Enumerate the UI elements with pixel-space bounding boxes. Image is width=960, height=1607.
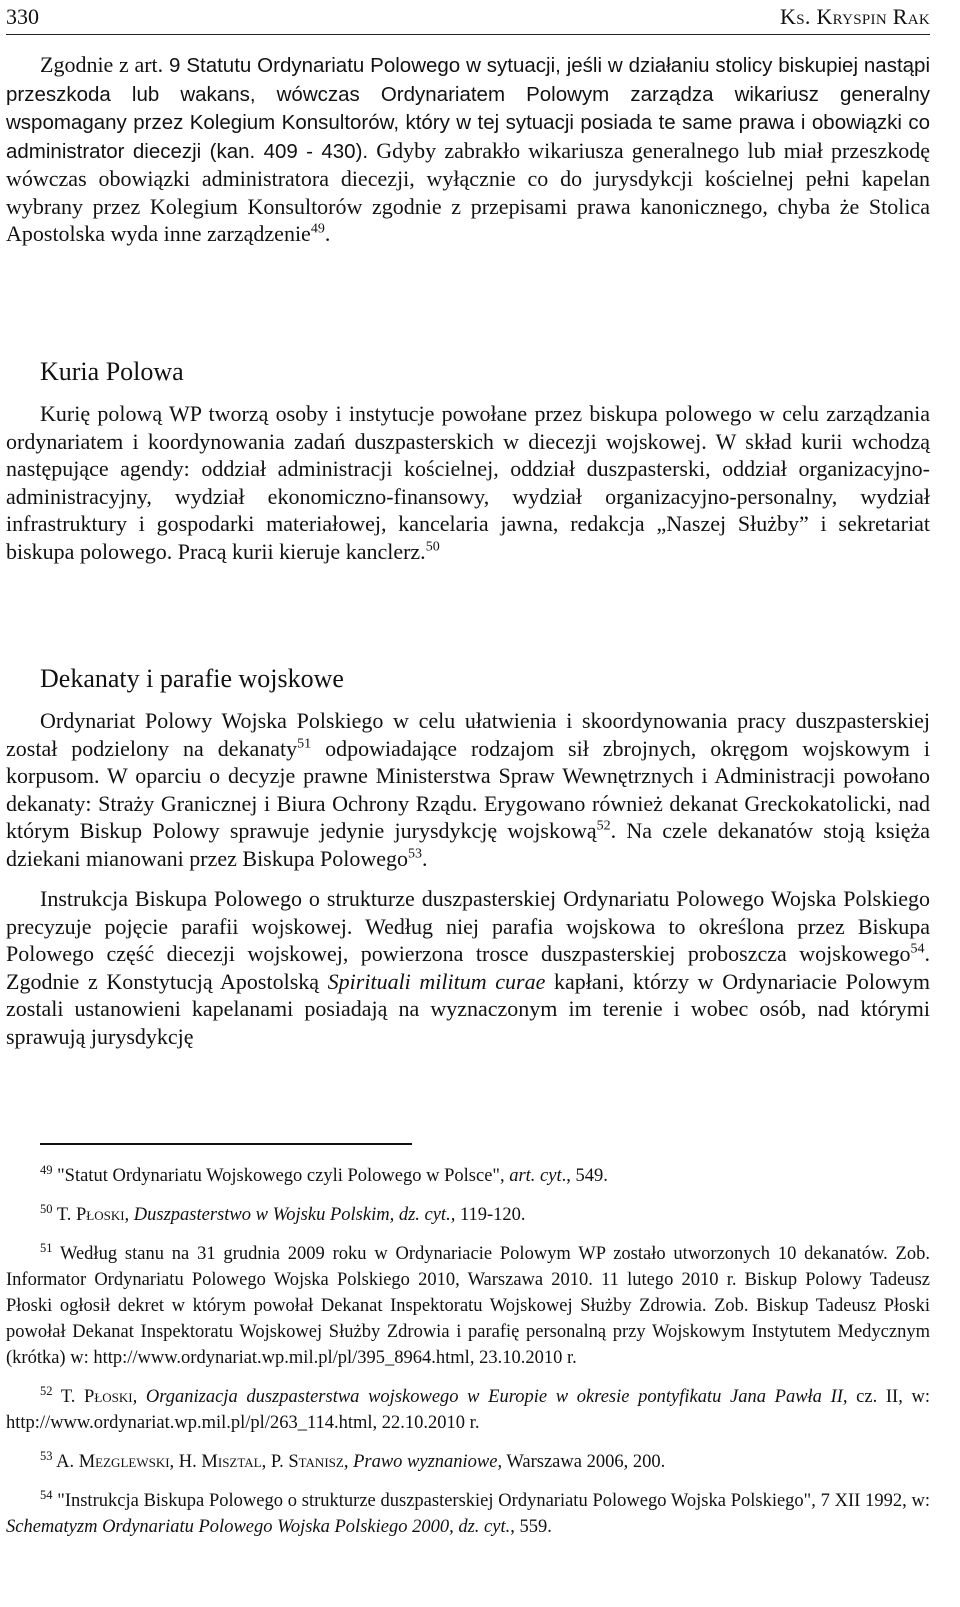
- page-number: 330: [6, 4, 39, 29]
- footnote-ref-53: 53: [408, 846, 423, 862]
- footnote-number: 50: [40, 1201, 53, 1216]
- text-run: ., 549.: [561, 1166, 608, 1186]
- text-run: T.: [52, 1387, 85, 1407]
- paragraph-ordinariate-vacancy: [6, 51, 930, 248]
- footnote-number: 52: [40, 1383, 53, 1398]
- paragraph-lead: Zgodnie z art.: [40, 52, 164, 77]
- author-name: Stanisz: [288, 1452, 344, 1472]
- paragraph-dekanaty: [6, 707, 930, 872]
- text-run: , Warszawa 2006, 200.: [497, 1452, 666, 1472]
- paragraph-tail: Gdyby zabrakło wikariusza generalnego lub miał przeszkodę wówczas obowiązki administratora diecezji, wyłącznie co do jurysdykcji kościelnej pełni kapelan wybrany przez Kolegium Konsultorów zgodnie z przepisami prawa kanonicznego, chyba że Stolica Apostolska wyda inne zarządzenie: [6, 137, 930, 246]
- text-run: A.: [52, 1452, 79, 1472]
- footnote-separator: [40, 1143, 412, 1145]
- footnote-number: 54: [40, 1487, 53, 1502]
- text-run: kapłani, którzy w Ordynariacie Polowym zostali ustanowieni kapelanami posiadają na wyznaczonym im terenie i wobec osób, nad którymi sprawują jurysdykcję: [6, 968, 930, 1049]
- text-run: , 559.: [510, 1517, 552, 1537]
- italic-run: art. cyt: [509, 1166, 562, 1186]
- paragraph-sans-run: 9 Statutu Ordynariatu Polowego w sytuacji, jeśli w działaniu stolicy biskupiej nastąpi przeszkoda lub wakans, wówczas Ordynariatem Polowym zarządza wikariusz generalny wspomagany przez Kolegium Konsultorów, który w tej sytuacji posiada te same prawa i obowiązki co administrator diecezji (kan. 409 - 430).: [6, 54, 930, 163]
- body-section-kuria: [6, 400, 930, 565]
- text-run: , H.: [169, 1452, 202, 1472]
- page-header: [6, 0, 930, 35]
- running-head: Ks. Kryspin Rak: [780, 4, 930, 29]
- author-name: Mezglewski: [78, 1452, 170, 1472]
- footnote-54: [6, 1488, 930, 1540]
- paragraph-parafie: [6, 885, 930, 1050]
- footnote-number: 49: [40, 1162, 53, 1177]
- footnote-51: [6, 1241, 930, 1371]
- text-run: ,: [343, 1452, 354, 1472]
- text-run: . Na czele dekanatów stoją księża dziekani mianowani przez Biskupa Polowego: [6, 818, 930, 871]
- text-run: , P.: [261, 1452, 289, 1472]
- footnotes: [6, 1163, 930, 1540]
- author-name: Płoski: [75, 1205, 125, 1225]
- body-section-intro: [6, 51, 930, 248]
- paragraph-kuria: [6, 400, 930, 565]
- section-heading-kuria: Kuria Polowa: [40, 357, 184, 386]
- footnote-ref-49: 49: [310, 221, 325, 237]
- author-name: Misztal: [201, 1452, 262, 1472]
- body-section-dekanaty: [6, 707, 930, 1050]
- text-run: T.: [52, 1205, 76, 1225]
- text-run: "Statut Ordynariatu Wojskowego czyli Polowego w Polsce",: [52, 1166, 510, 1186]
- footnote-number: 53: [40, 1448, 53, 1463]
- footnote-ref-51: 51: [297, 736, 312, 752]
- text-run: "Instrukcja Biskupa Polowego o strukturze duszpasterskiej Ordynariatu Polowego Wojska Polskiego", 7 XII 1992, w:: [52, 1491, 930, 1511]
- paragraph-kuria-text: Kurię polową WP tworzą osoby i instytucje powołane przez biskupa polowego w celu zarządzania ordynariatem i koordynowania zadań duszpasterskich w diecezji wojskowej. W skład kurii wchodzą następujące agendy: oddział administracji kościelnej, oddział duszpasterski, oddział organizacyjno-administracyjny, wydział ekonomiczno-finansowy, wydział organizacyjno-personalny, wydział infrastruktury i gospodarki materiałowej, kancelaria jawna, redakcja „Naszej Służby” i sekretariat biskupa polowego. Pracą kurii kieruje kanclerz.: [6, 401, 930, 564]
- footnote-52: [6, 1384, 930, 1436]
- footnote-50: [6, 1202, 930, 1228]
- footnote-ref-50: 50: [425, 539, 440, 555]
- italic-run: Schematyzm Ordynariatu Polowego Wojska Polskiego 2000, dz. cyt.: [6, 1517, 511, 1537]
- footnote-number: 51: [40, 1240, 53, 1255]
- text-run: Ordynariat Polowy Wojska Polskiego w celu ułatwienia i skoordynowania pracy duszpasterskiej został podzielony na dekanaty: [6, 708, 930, 761]
- author-name: Płoski: [84, 1387, 133, 1407]
- text-run: odpowiadające rodzajom sił zbrojnych, okręgom wojskowym i korpusom. W oparciu o decyzje prawne Ministerstwa Spraw Wewnętrznych i Administracji powołano dekanaty: Straży Granicznej i Biura Ochrony Rządu. Erygowano również dekanat Greckokatolicki, nad którym Biskup Polowy sprawuje jedynie jurysdykcję wojskową: [6, 735, 930, 843]
- footnote-49: [6, 1163, 930, 1189]
- section-heading-dekanaty: Dekanaty i parafie wojskowe: [40, 664, 344, 693]
- footnote-ref-54: 54: [910, 941, 925, 957]
- text-run: 119-120.: [455, 1205, 526, 1225]
- footnote-53: [6, 1449, 930, 1475]
- text-run: cz. II, w: http://www.ordynariat.wp.mil.pl/pl/263_114.html, 22.10.2010 r.: [6, 1387, 930, 1433]
- footnote-ref-52: 52: [596, 818, 611, 834]
- italic-run: Prawo wyznaniowe: [353, 1452, 498, 1472]
- paragraph-end: .: [324, 221, 331, 246]
- text-run: Instrukcja Biskupa Polowego o strukturze duszpasterskiej Ordynariatu Polowego Wojska Polskiego precyzuje pojęcie parafii wojskowej. Według niej parafia wojskowa to określona przez Biskupa Polowego część diecezji wojskowej, powierzona trosce duszpasterskiej proboszcza wojskowego: [6, 886, 930, 966]
- text-run: Według stanu na 31 grudnia 2009 roku w Ordynariacie Polowym WP zostało utworzonych 10 dekanatów. Zob. Informator Ordynariatu Polowego Wojska Polskiego 2010, Warszawa 2010. 11 lutego 2010 r. Biskup Polowy Tadeusz Płoski ogłosił dekret w którym powołał Dekanat Inspektoratu Wojskowej Służby Zdrowia. Zob. Biskup Tadeusz Płoski powołał Dekanat Inspektoratu Wojskowej Służby Zdrowia i parafię personalną przy Wojskowym Instytutem Medycznym (krótka) w: http://www.ordynariat.wp.mil.pl/pl/395_8964.html, 23.10.2010 r.: [6, 1244, 930, 1368]
- italic-run: , Duszpasterstwo w Wojsku Polskim, dz. cyt.,: [124, 1205, 456, 1225]
- text-run: .: [422, 845, 428, 871]
- italic-title: Spirituali militum curae: [327, 968, 546, 994]
- italic-run: , Organizacja duszpasterstwa wojskowego w Europie w okresie pontyfikatu Jana Pawła II,: [132, 1387, 848, 1407]
- text-run: . Zgodnie z Konstytucją Apostolską: [6, 941, 930, 994]
